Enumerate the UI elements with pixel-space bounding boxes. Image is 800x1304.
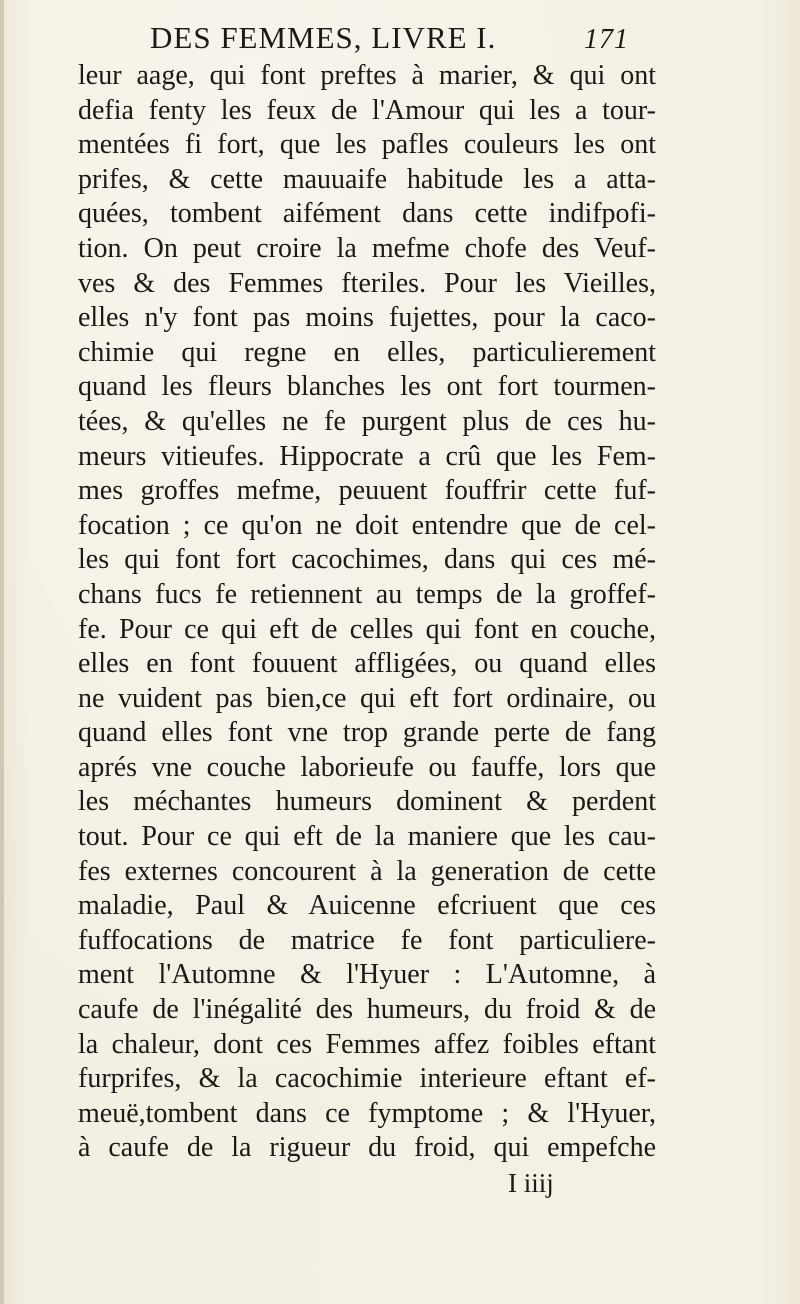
- text-line: chans fucs fe retiennent au temps de la groffef-: [78, 578, 656, 610]
- text-line: mentées fi fort, que les pafles couleurs les ont: [78, 129, 656, 161]
- text-line: maladie, Paul & Auicenne efcriuent que ces: [78, 890, 656, 922]
- body-text: [78, 59, 656, 1166]
- text-line: aprés vne couche laborieufe ou fauffe, lors que: [78, 751, 656, 783]
- text-line: meurs vitieufes. Hippocrate a crû que les Fem-: [78, 440, 656, 472]
- text-line: leur aage, qui font preftes à marier, & qui ont: [78, 60, 656, 91]
- signature-mark: I iiij: [508, 1168, 554, 1198]
- text-line: elles n'y font pas moins fujettes, pour la caco-: [78, 302, 656, 334]
- text-line: tout. Pour ce qui eft de la maniere que les cau-: [78, 821, 656, 853]
- text-line: mes groffes mefme, peuuent fouffrir cette fuf-: [78, 475, 656, 507]
- text-line: fuffocations de matrice fe font particuliere-: [78, 924, 656, 956]
- text-line: chimie qui regne en elles, particulierement: [78, 336, 656, 368]
- text-line: prifes, & cette mauuaife habitude les a atta-: [78, 163, 656, 195]
- page-header: [150, 20, 670, 64]
- text-line: fes externes concourent à la generation de cette: [78, 855, 656, 887]
- text-line: focation ; ce qu'on ne doit entendre que de cel-: [78, 509, 656, 541]
- page-edge: [0, 0, 4, 1304]
- page-number: 171: [584, 24, 629, 55]
- text-line: la chaleur, dont ces Femmes affez foibles eftant: [78, 1028, 656, 1060]
- text-line: ves & des Femmes fteriles. Pour les Vieilles,: [78, 267, 656, 299]
- text-line: ne vuident pas bien,ce qui eft fort ordinaire, ou: [78, 682, 656, 714]
- text-line: furprifes, & la cacochimie interieure eftant ef-: [78, 1063, 656, 1095]
- text-line: meuë,tombent dans ce fymptome ; & l'Hyuer,: [78, 1097, 656, 1129]
- text-line: elles en font fouuent affligées, ou quand elles: [78, 648, 656, 680]
- text-line: tion. On peut croire la mefme chofe des Veuf-: [78, 232, 656, 264]
- text-line: ment l'Automne & l'Hyuer : L'Automne, à: [78, 959, 656, 991]
- text-line: quand elles font vne trop grande perte de fang: [78, 717, 656, 749]
- text-line: quand les fleurs blanches les ont fort tourmen-: [78, 371, 656, 403]
- text-line: les méchantes humeurs dominent & perdent: [78, 786, 656, 818]
- text-line: tées, & qu'elles ne fe purgent plus de ces hu-: [78, 405, 656, 437]
- text-line: les qui font fort cacochimes, dans qui ces mé-: [78, 544, 656, 576]
- text-line: à caufe de la rigueur du froid, qui empefche: [78, 1132, 656, 1164]
- text-line: caufe de l'inégalité des humeurs, du froid & de: [78, 994, 656, 1026]
- running-title: DES FEMMES, LIVRE I.: [150, 20, 497, 55]
- text-line: fe. Pour ce qui eft de celles qui font en couche,: [78, 613, 656, 645]
- text-line: defia fenty les feux de l'Amour qui les a tour-: [78, 94, 656, 126]
- text-line: quées, tombent aifément dans cette indifpofi-: [78, 198, 656, 230]
